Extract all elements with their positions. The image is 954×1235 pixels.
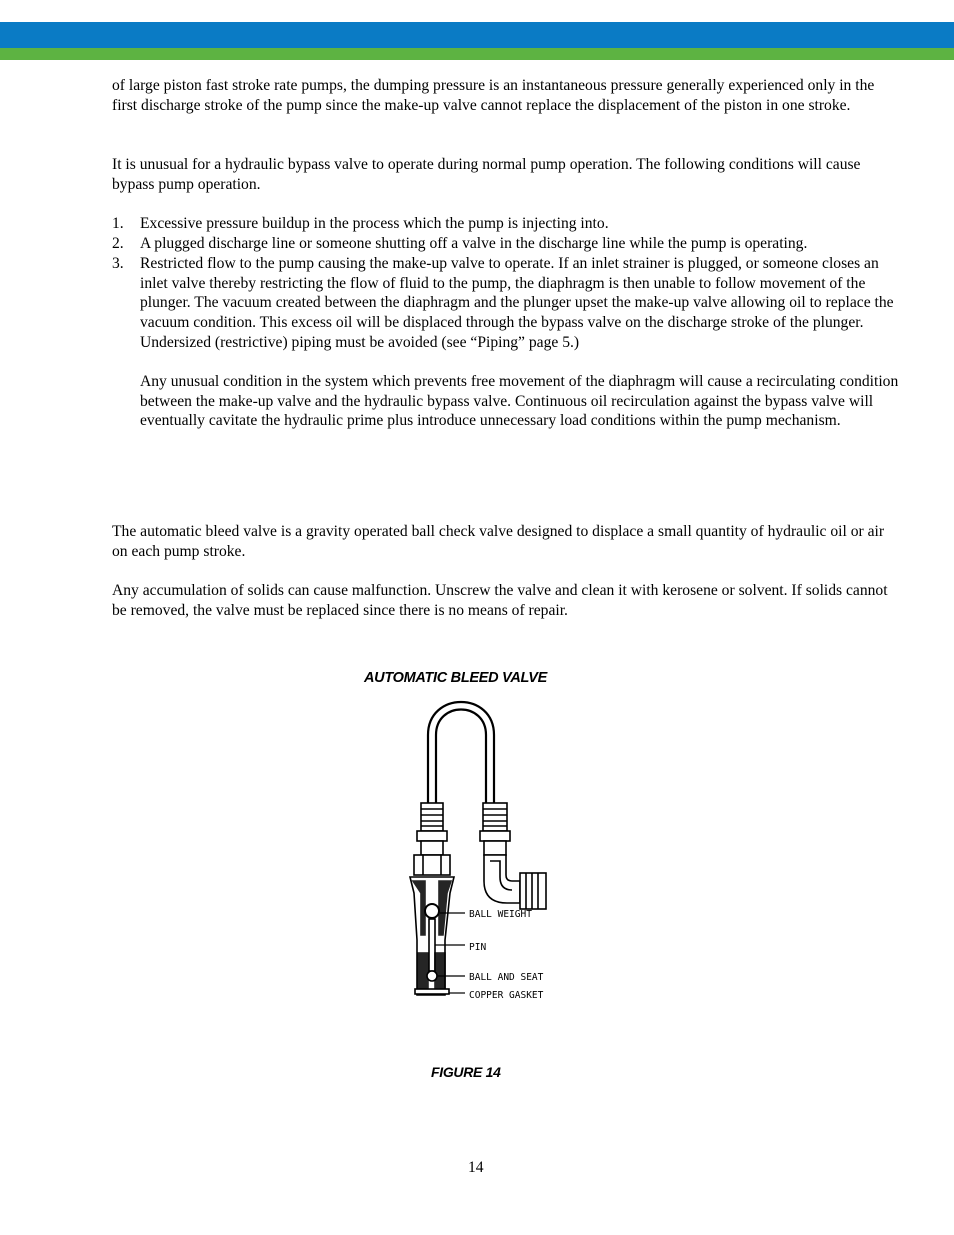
- left-fitting: [414, 803, 450, 875]
- page-number: 14: [468, 1159, 484, 1176]
- ball-weight: [425, 904, 439, 918]
- list-text: A plugged discharge line or someone shutting off a valve in the discharge line while the pump is operating.: [140, 235, 808, 252]
- label-ball-and-seat: BALL AND SEAT: [469, 972, 544, 983]
- ball-and-seat: [427, 971, 437, 981]
- header-band-blue: [0, 22, 954, 48]
- label-ball-weight: BALL WEIGHT: [469, 909, 532, 920]
- pin: [429, 919, 435, 971]
- right-fitting: [480, 803, 546, 909]
- bleed-valve-diagram: [395, 695, 595, 1005]
- paragraph-bleed-maintenance: Any accumulation of solids can cause malfunction. Unscrew the valve and clean it with kerosene or solvent. If solids cannot be removed, the valve must be replaced since there is no means of repair.: [112, 582, 888, 619]
- paragraph-dumping-pressure: of large piston fast stroke rate pumps, the dumping pressure is an instantaneous pressure generally experienced only in the first discharge stroke of the pump since the make-up valve cannot replace the displacement of the piston in one stroke.: [112, 77, 875, 114]
- list-text: Restricted flow to the pump causing the make-up valve to operate. If an inlet strainer is plugged, or someone closes an inlet valve thereby restricting the flow of fluid to the pump, the diaphragm is then unable to follow movement of the plunger. The vacuum created between the diaphragm and the plunger upset the make-up valve allowing oil to replace the vacuum condition. This excess oil will be displaced through the bypass valve on the discharge stroke of the plunger. Undersized (restrictive) piping must be avoided (see “Piping” page 5.): [140, 255, 894, 351]
- figure-caption: FIGURE 14: [431, 1064, 501, 1080]
- paragraph-bleed-valve: The automatic bleed valve is a gravity operated ball check valve designed to displace a small quantity of hydraulic oil or air on each pump stroke.: [112, 523, 885, 560]
- list-text: Excessive pressure buildup in the process which the pump is injecting into.: [140, 215, 609, 232]
- list-number: 1.: [112, 215, 124, 232]
- header-band-green: [0, 48, 954, 60]
- valve-body: [410, 877, 454, 995]
- copper-gasket: [415, 989, 449, 994]
- paragraph-bypass-intro: It is unusual for a hydraulic bypass valve to operate during normal pump operation. The following conditions will cause bypass pump operation.: [112, 156, 861, 193]
- list-number: 2.: [112, 235, 124, 252]
- paragraph-recirculation-note: Any unusual condition in the system which prevents free movement of the diaphragm will cause a recirculating condition between the make-up valve and the hydraulic bypass valve. Continuous oil recirculation against the bypass valve will eventually cavitate the hydraulic prime plus introduce unnecessary load conditions within the pump mechanism.: [140, 373, 899, 430]
- label-copper-gasket: COPPER GASKET: [469, 990, 544, 1001]
- list-number: 3.: [112, 255, 124, 272]
- label-pin: PIN: [469, 942, 487, 953]
- figure-title: AUTOMATIC BLEED VALVE: [364, 670, 548, 686]
- tube-loop: [428, 702, 494, 803]
